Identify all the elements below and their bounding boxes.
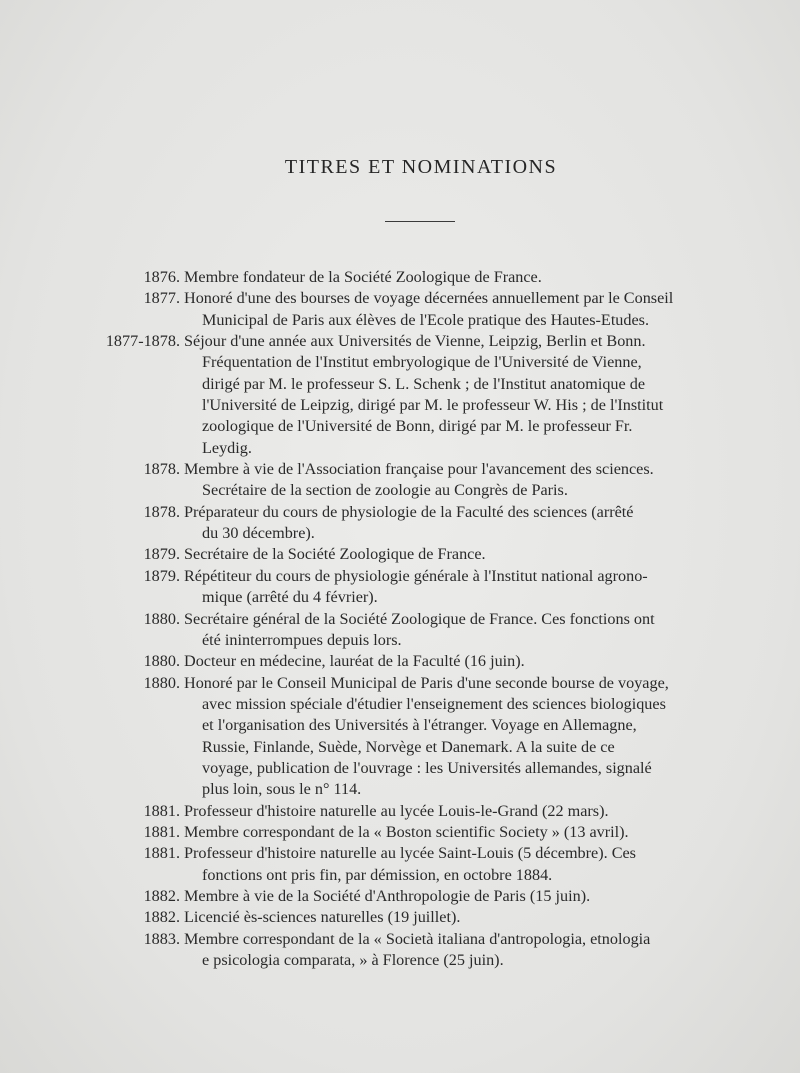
entry-year: 1878. (143, 460, 180, 479)
entry-line: Leydig. (202, 438, 252, 457)
entry-line: Professeur d'histoire naturelle au lycée Louis-le-Grand (22 mars). (184, 801, 609, 820)
entry-line: fonctions ont pris fin, par démission, en octobre 1884. (202, 865, 553, 884)
entry-line: et l'organisation des Universités à l'étranger. Voyage en Allemagne, (202, 716, 637, 735)
entry-line: Docteur en médecine, lauréat de la Faculté (16 juin). (184, 652, 525, 671)
entry (0, 609, 800, 652)
entry-line: Préparateur du cours de physiologie de la Faculté des sciences (arrêté (184, 502, 634, 521)
entry-line: voyage, publication de l'ouvrage : les Universités allemandes, signalé (202, 758, 652, 777)
entry-line: dirigé par M. le professeur S. L. Schenk ; de l'Institut anatomique de (202, 374, 646, 393)
entry-year: 1876. (143, 268, 180, 286)
entry-line: Membre fondateur de la Société Zoologique de France. (184, 268, 542, 286)
entry-line: Honoré d'une des bourses de voyage décernées annuellement par le Conseil (184, 289, 674, 308)
entry-year: 1883. (143, 929, 180, 948)
entry-line: Fréquentation de l'Institut embryologique de l'Université de Vienne, (202, 353, 642, 372)
entry-text (184, 929, 752, 972)
entry (0, 673, 800, 801)
entry-line: Professeur d'histoire naturelle au lycée Saint-Louis (5 décembre). Ces (184, 844, 636, 863)
entry-text (184, 886, 752, 907)
entry-line: l'Université de Leipzig, dirigé par M. le professeur W. His ; de l'Institut (202, 396, 664, 415)
entry (0, 651, 800, 672)
entry-line: zoologique de l'Université de Bonn, dirigé par M. le professeur Fr. (202, 417, 633, 436)
entry (0, 822, 800, 843)
entry-line: mique (arrêté du 4 février). (202, 588, 378, 607)
entry-line: e psicologia comparata, » à Florence (25 juin). (202, 951, 504, 969)
entry-year: 1881. (143, 801, 180, 820)
entry-year: 1880. (143, 652, 180, 671)
entries-list (0, 267, 800, 971)
entry-year: 1879. (143, 566, 180, 585)
entry-year: 1882. (143, 908, 180, 927)
entry (0, 801, 800, 822)
entry-line: Membre à vie de la Société d'Anthropologie de Paris (15 juin). (184, 886, 591, 905)
entry-line: du 30 décembre). (202, 524, 315, 543)
entry-text (184, 502, 752, 545)
entry-line: Secrétaire général de la Société Zoologique de France. Ces fonctions ont (184, 609, 655, 628)
entry-year: 1882. (143, 886, 180, 905)
entry (0, 459, 800, 502)
entry (0, 502, 800, 545)
entry-text (184, 801, 752, 822)
entry-year: 1880. (143, 673, 180, 692)
entry-line: plus loin, sous le n° 114. (202, 780, 362, 799)
entry-text (184, 544, 752, 565)
entry-line: Russie, Finlande, Suède, Norvège et Danemark. A la suite de ce (202, 737, 615, 756)
entry-line: Membre correspondant de la « Boston scientific Society » (13 avril). (184, 822, 629, 841)
entry-year: 1881. (143, 822, 180, 841)
entry (0, 907, 800, 928)
entry-year: 1877. (143, 289, 180, 308)
entry-year: 1881. (143, 844, 180, 863)
entry (0, 331, 800, 459)
entry-text (184, 331, 752, 459)
entry-line: Répétiteur du cours de physiologie générale à l'Institut national agrono- (184, 566, 648, 585)
entry-year: 1880. (143, 609, 180, 628)
entry-line: Membre à vie de l'Association française pour l'avancement des sciences. (184, 460, 654, 479)
entry (0, 886, 800, 907)
entry-line: Secrétaire de la Société Zoologique de France. (184, 545, 486, 564)
entry-line: Licencié ès-sciences naturelles (19 juillet). (184, 908, 461, 927)
entry (0, 267, 800, 288)
entry-text (184, 288, 752, 331)
entry-text (184, 822, 752, 843)
entry-line: été ininterrompues depuis lors. (202, 630, 402, 649)
entry-text (184, 609, 752, 652)
entry-text (184, 566, 752, 609)
entry-text (184, 459, 752, 502)
entry-text (184, 651, 752, 672)
entry-line: Secrétaire de la section de zoologie au Congrès de Paris. (202, 481, 568, 500)
entry (0, 566, 800, 609)
entry-text (184, 673, 752, 801)
page-title: TITRES ET NOMINATIONS (284, 156, 558, 178)
entry-text (184, 843, 752, 886)
entry-line: Membre correspondant de la « Società italiana d'antropologia, etnologia (184, 929, 651, 948)
entry-line: Séjour d'une année aux Universités de Vienne, Leipzig, Berlin et Bonn. (184, 332, 646, 351)
entry-year: 1877-1878. (105, 332, 180, 351)
entry-line: Municipal de Paris aux élèves de l'Ecole pratique des Hautes-Etudes. (202, 310, 650, 329)
entry (0, 288, 800, 331)
entry-text (184, 907, 752, 928)
entry-line: Honoré par le Conseil Municipal de Paris d'une seconde bourse de voyage, (184, 673, 669, 692)
entry-line: avec mission spéciale d'étudier l'enseignement des sciences biologiques (202, 694, 666, 713)
entry-text (184, 267, 752, 288)
entry-year: 1878. (143, 502, 180, 521)
entry (0, 544, 800, 565)
entry (0, 843, 800, 886)
entry-year: 1879. (143, 545, 180, 564)
title-divider (385, 221, 455, 222)
entry (0, 929, 800, 972)
